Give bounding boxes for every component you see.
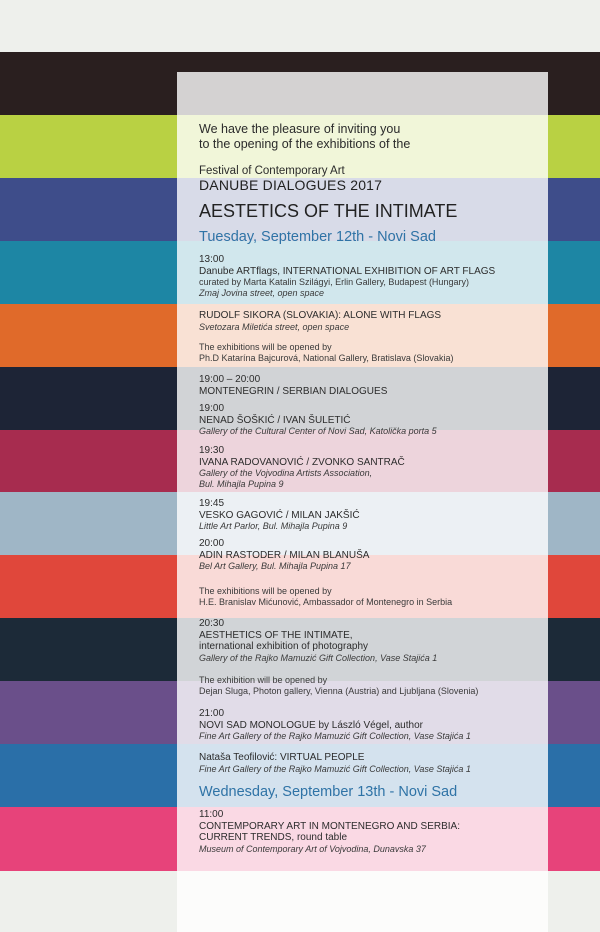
event-name: Nataša Teofilović: VIRTUAL PEOPLE <box>199 752 365 763</box>
event-name: Danube ARTflags, INTERNATIONAL EXHIBITION OF ART FLAGS <box>199 265 496 277</box>
event-place: Gallery of the Rajko Mamuzić Gift Collection, Vase Stajića 1 <box>199 652 438 663</box>
event-round-table <box>199 809 544 854</box>
event-time: 19:30 <box>199 445 225 456</box>
event-virtual-people <box>199 752 544 774</box>
opening-note-3 <box>199 675 544 696</box>
event-name: ADIN RASTODER / MILAN BLANUŠA <box>199 549 370 561</box>
event-time: 21:00 <box>199 708 225 719</box>
event-time: 13:00 <box>199 254 225 265</box>
event-sikora <box>199 310 544 332</box>
festival-heading <box>199 165 544 193</box>
event-time: 20:00 <box>199 538 225 549</box>
event-name: NOVI SAD MONOLOGUE by László Végel, author <box>199 719 423 731</box>
day-heading-wednesday: Wednesday, September 13th - Novi Sad <box>199 784 458 800</box>
event-name: IVANA RADOVANOVIĆ / ZVONKO SANTRAČ <box>199 456 405 468</box>
exhibition-title: AESTETICS OF THE INTIMATE <box>199 201 458 221</box>
event-time: 20:30 <box>199 618 225 629</box>
opening-person: H.E. Branislav Mićunović, Ambassador of Montenegro in Serbia <box>199 596 453 607</box>
event-place: Gallery of the Cultural Center of Novi Sad, Katolička porta 5 <box>199 426 437 436</box>
intro-line-2: to the opening of the exhibitions of the <box>199 137 411 151</box>
event-dialogues <box>199 374 544 397</box>
event-curator: curated by Marta Katalin Szilágyi, Erlin Gallery, Budapest (Hungary) <box>199 277 469 287</box>
event-novi-sad-monologue <box>199 708 544 742</box>
event-place: Little Art Parlor, Bul. Mihajla Pupina 9 <box>199 521 348 531</box>
opening-note-2 <box>199 586 544 607</box>
opening-label: The exhibitions will be opened by <box>199 586 332 596</box>
event-name: NENAD ŠOŠKIĆ / IVAN ŠULETIĆ <box>199 414 351 426</box>
opening-label: The exhibitions will be opened by <box>199 342 332 352</box>
event-subtitle: international exhibition of photography <box>199 641 369 652</box>
event-time: 11:00 <box>199 809 224 820</box>
event-place: Museum of Contemporary Art of Vojvodina, Dunavska 37 <box>199 843 426 854</box>
event-rastoder-blanusa <box>199 538 544 572</box>
opening-note-1 <box>199 342 544 363</box>
event-place: Zmaj Jovina street, open space <box>199 287 325 298</box>
event-radovanovic-santrac <box>199 445 544 489</box>
event-place: Fine Art Gallery of the Rajko Mamuzić Gift Collection, Vase Stajića 1 <box>199 763 471 774</box>
festival-name: DANUBE DIALOGUES 2017 <box>199 177 383 193</box>
event-place: Bel Art Gallery, Bul. Mihajla Pupina 17 <box>199 561 351 571</box>
opening-person: Dejan Sluga, Photon gallery, Vienna (Austria) and Ljubljana (Slovenia) <box>199 685 479 696</box>
event-name: MONTENEGRIN / SERBIAN DIALOGUES <box>199 385 388 397</box>
event-aesthetics-photography <box>199 618 544 663</box>
event-place: Svetozara Miletića street, open space <box>199 321 350 332</box>
event-name: VESKO GAGOVIĆ / MILAN JAKŠIĆ <box>199 509 360 521</box>
opening-label: The exhibition will be opened by <box>199 675 328 685</box>
event-name: RUDOLF SIKORA (SLOVAKIA): ALONE WITH FLAGS <box>199 310 442 321</box>
opening-person: Ph.D Katarína Bajcurová, National Gallery, Bratislava (Slovakia) <box>199 352 454 363</box>
event-soskic-suletic <box>199 403 544 437</box>
event-place-address: Bul. Mihajla Pupina 9 <box>199 478 284 489</box>
event-name: CONTEMPORARY ART IN MONTENEGRO AND SERBIA: <box>199 820 460 832</box>
event-place: Gallery of the Vojvodina Artists Association, <box>199 468 373 478</box>
event-time: 19:00 <box>199 403 225 414</box>
event-time: 19:00 – 20:00 <box>199 374 261 385</box>
day-heading-tuesday: Tuesday, September 12th - Novi Sad <box>199 229 436 245</box>
festival-label: Festival of Contemporary Art <box>199 165 345 177</box>
intro-text <box>199 122 544 152</box>
event-time: 19:45 <box>199 498 225 509</box>
event-name: AESTHETICS OF THE INTIMATE, <box>199 629 353 641</box>
event-name-cont: CURRENT TRENDS, round table <box>199 832 348 843</box>
intro-line-1: We have the pleasure of inviting you <box>199 122 401 136</box>
event-place: Fine Art Gallery of the Rajko Mamuzić Gift Collection, Vase Stajića 1 <box>199 731 471 741</box>
event-gagovic-jaksic <box>199 498 544 532</box>
event-artflags <box>199 254 544 298</box>
